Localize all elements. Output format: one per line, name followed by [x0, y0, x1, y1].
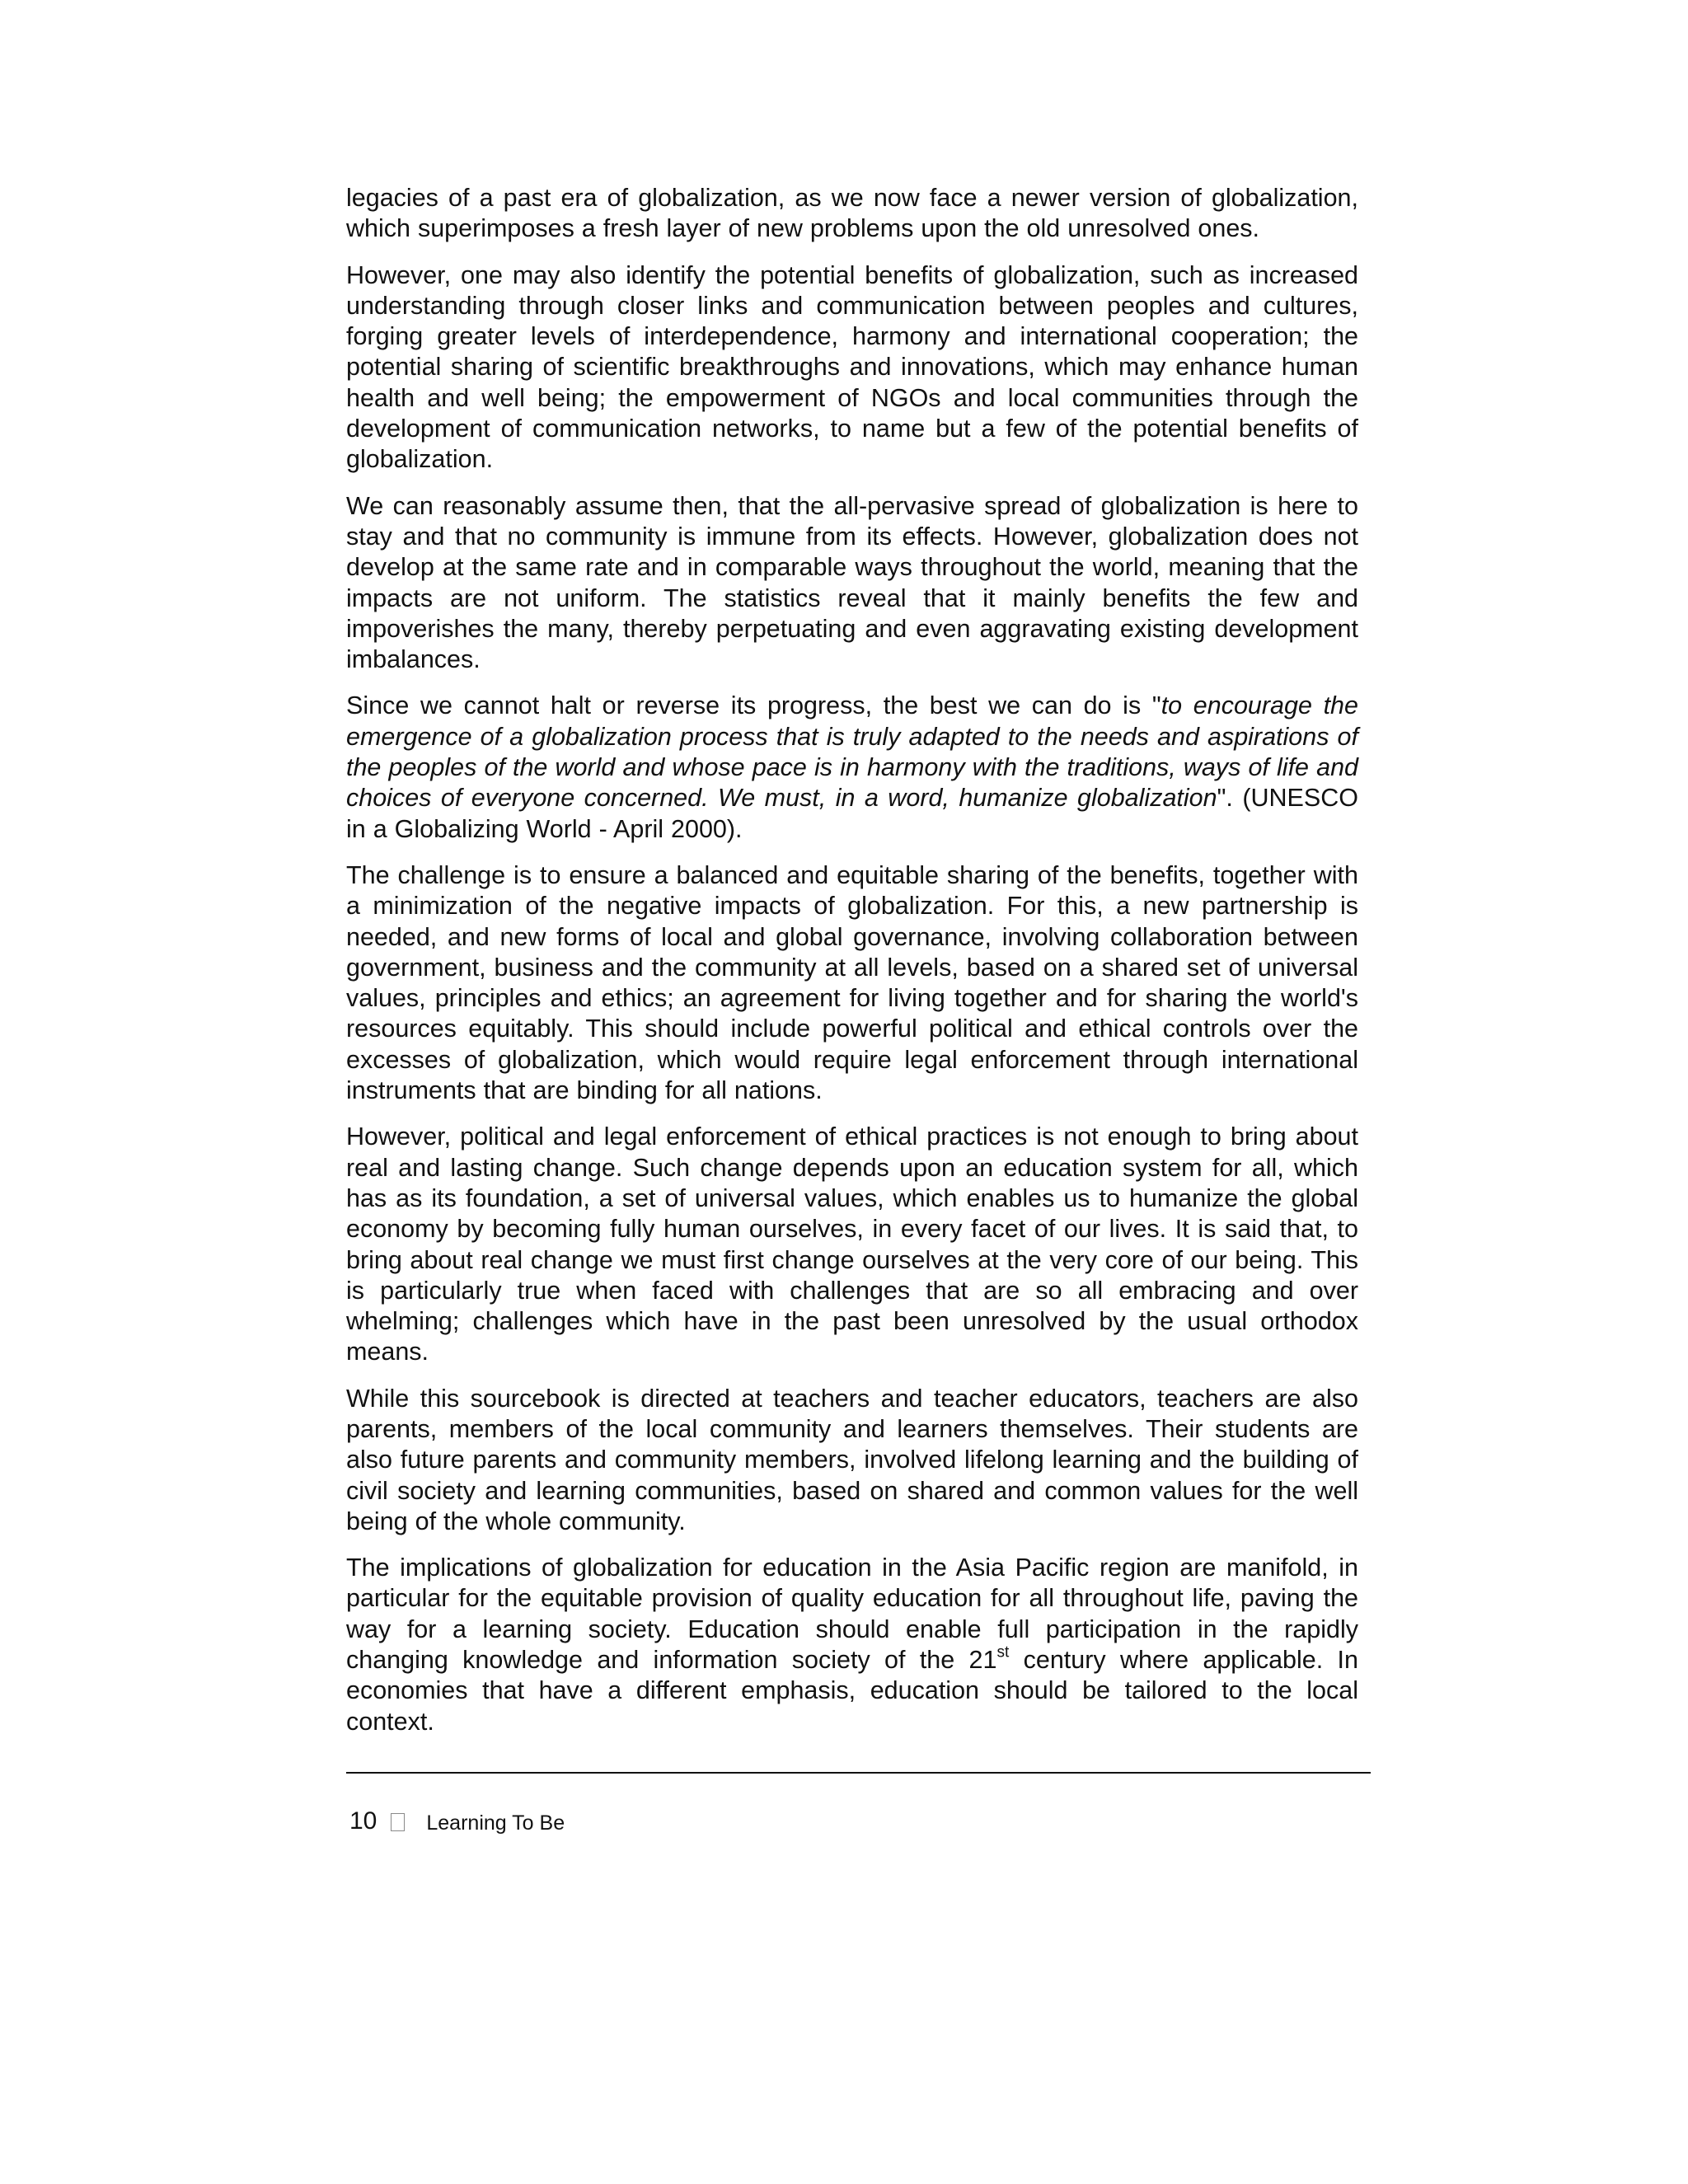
box-glyph-icon — [391, 1813, 405, 1831]
running-title: Learning To Be — [426, 1811, 565, 1835]
footer-divider — [346, 1772, 1371, 1774]
paragraph — [346, 1553, 1358, 1737]
quote-lead-in: Since we cannot halt or reverse its progress, the best we can do is " — [346, 691, 1161, 720]
unesco-quote: to encourage the emergence of a globalization process that is truly adapted to the needs and aspirations of the peoples of the world and whose pace is in harmony with the traditions, ways of life and choices of everyone concerned. We must, in a word, humanize globalization — [346, 691, 1358, 813]
paragraph: However, political and legal enforcement of ethical practices is not enough to bring about real and lasting change. Such change depends upon an education system for all, which has as its foundation, a set of universal values, which enables us to humanize the global economy by becoming fully human ourselves, in every facet of our lives. It is said that, to bring about real change we must first change ourselves at the very core of our being. This is particularly true when faced with challenges that are so all embracing and over whelming; challenges which have in the past been unresolved by the usual orthodox means. — [346, 1122, 1358, 1366]
paragraph: The challenge is to ensure a balanced and equitable sharing of the benefits, together with a minimization of the negative impacts of globalization. For this, a new partnership is needed, and new forms of local and global governance, involving collaboration between government, business and the community at all levels, based on a shared set of universal values, principles and ethics; an agreement for living together and for sharing the world's resources equitably. This should include powerful political and ethical controls over the excesses of globalization, which would require legal enforcement through international instruments that are binding for all nations. — [346, 860, 1358, 1105]
main-text — [346, 183, 1358, 1753]
paragraph: We can reasonably assume then, that the all-pervasive spread of globalization is here to stay and that no community is immune from its effects. However, globalization does not develop at the same rate and in comparable ways throughout the world, meaning that the impacts are not uniform. The statistics reveal that it mainly benefits the few and impoverishes the many, thereby perpetuating and even aggravating existing development imbalances. — [346, 491, 1358, 674]
quote-citation: ". (UNESCO in a Globalizing World - April 2000). — [346, 784, 1358, 843]
paragraph: However, one may also identify the potential benefits of globalization, such as increased understanding through closer links and communication between peoples and cultures, forging greater levels of interdependence, harmony and international cooperation; the potential sharing of scientific breakthroughs and innovations, which may enhance human health and well being; the empowerment of NGOs and local communities through the development of communication networks, to name but a few of the potential benefits of globalization. — [346, 260, 1358, 474]
ordinal-superscript: st — [996, 1643, 1010, 1661]
paragraph: legacies of a past era of globalization, as we now face a newer version of globalization, which superimposes a fresh layer of new problems upon the old unresolved ones. — [346, 184, 1358, 243]
paragraph-text-continued: century where applicable. In economies that have a different emphasis, education should be tailored to the local context. — [346, 1646, 1358, 1736]
paragraph: While this sourcebook is directed at teachers and teacher educators, teachers are also parents, members of the local community and learners themselves. Their students are also future parents and community members, involved lifelong learning and the building of civil society and learning communities, based on shared and common values for the well being of the whole community. — [346, 1384, 1358, 1535]
page-footer — [349, 1805, 565, 1838]
paragraph-with-quote — [346, 691, 1358, 844]
page-number: 10 — [349, 1807, 377, 1835]
paragraph-text: The implications of globalization for education in the Asia Pacific region are manifold, in particular for the equitable provision of quality education for all throughout life, paving the way for a learning society. Education should enable full participation in the rapidly changing knowledge and information society of the 21 — [346, 1554, 1358, 1675]
